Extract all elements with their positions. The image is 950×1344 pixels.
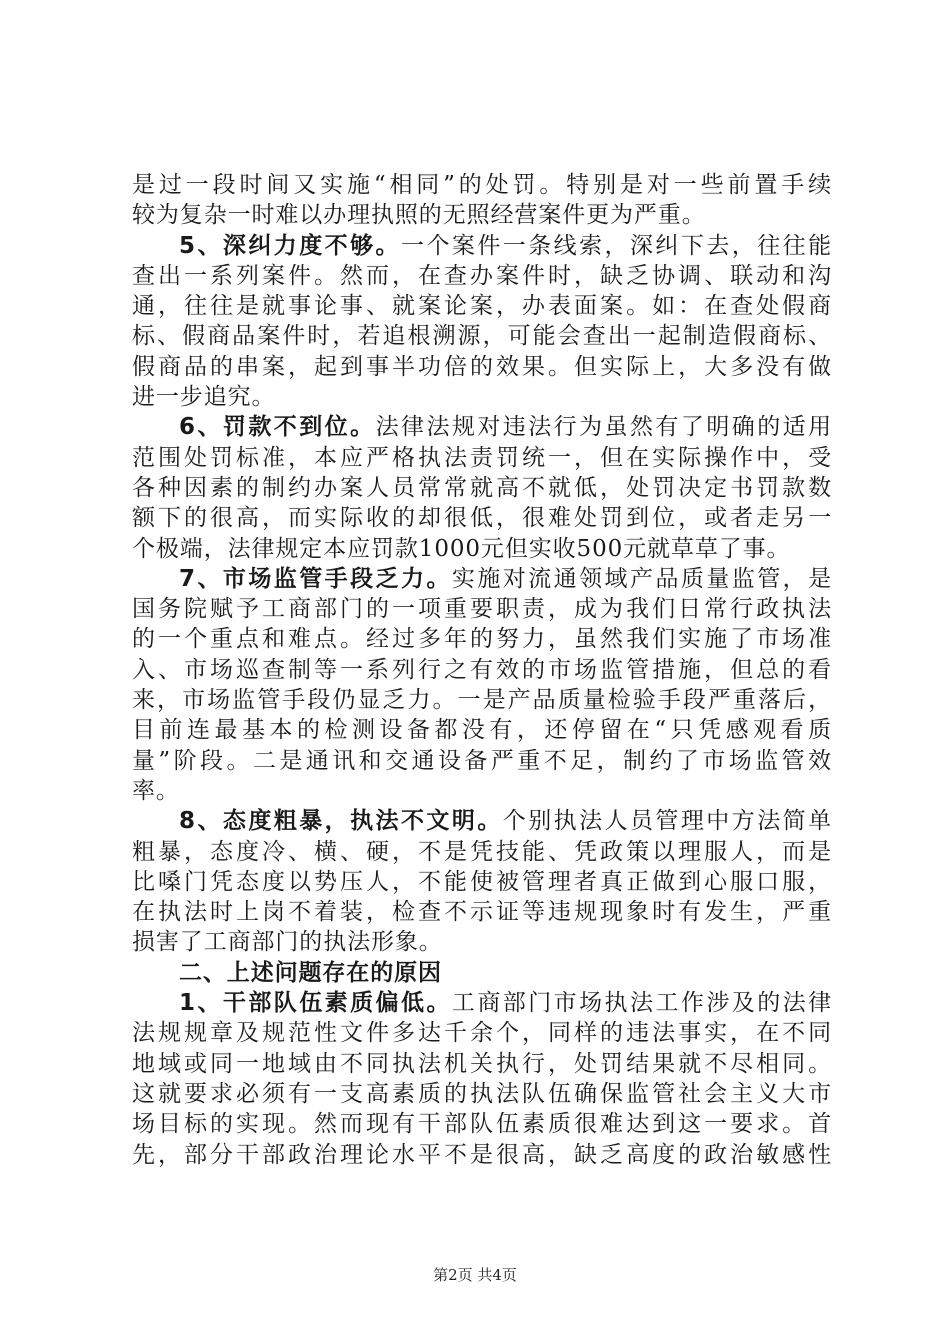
- text-line: 是过一段时间又实施“相同”的处罚。特别是对一些前置手续: [132, 172, 832, 198]
- text-line: 额下的很高，而实际收的却很低，很难处罚到位，或者走另一: [132, 505, 832, 532]
- text-line: 粗暴，态度冷、横、硬，不是凭技能、凭政策以理服人，而是: [132, 838, 832, 865]
- paragraph-first-line: [132, 806, 832, 836]
- text-line: 标、假商品案件时，若追根溯源，可能会查出一起制造假商标、: [132, 323, 832, 350]
- text-line: 个极端，法律规定本应罚款1000元但实收500元就草草了事。: [132, 535, 791, 562]
- text-line: 率。: [132, 777, 180, 804]
- section-heading: 8、态度粗暴，执法不文明。: [179, 808, 503, 835]
- body-text: [132, 170, 832, 1170]
- paragraph-first-line: [132, 564, 832, 594]
- text-line: 比嗓门凭态度以势压人，不能使被管理者真正做到心服口服，: [132, 868, 832, 895]
- paragraph-first-line: [132, 412, 832, 442]
- text-line: 入、市场巡查制等一系列行之有效的市场监管措施，但总的看: [132, 656, 832, 683]
- section-heading: 6、罚款不到位。: [179, 414, 376, 441]
- text-line: 先，部分干部政治理论水平不是很高，缺乏高度的政治敏感性: [132, 1141, 832, 1168]
- text-line: 通，往往是就事论事、就案论案，办表面案。如：在查处假商: [132, 293, 832, 320]
- paragraph-first-line: [132, 988, 832, 1018]
- text-line: 假商品的串案，起到事半功倍的效果。但实际上，大多没有做: [132, 353, 832, 380]
- text-fragment: 实施对流通领域产品质量监管，是: [451, 565, 833, 592]
- paragraph-first-line: [132, 958, 832, 988]
- text-line: 在执法时上岗不着装，检查不示证等违规现象时有发生，严重: [132, 899, 832, 926]
- text-fragment: 个别执法人员管理中方法简单: [502, 808, 832, 835]
- text-line: 量”阶段。二是通讯和交通设备严重不足，制约了市场监管效: [132, 747, 832, 774]
- text-line: 目前连最基本的检测设备都没有，还停留在“只凭感观看质: [132, 717, 832, 744]
- text-line: 国务院赋予工商部门的一项重要职责，成为我们日常行政执法: [132, 596, 832, 623]
- text-line: 的一个重点和难点。经过多年的努力，虽然我们实施了市场准: [132, 626, 832, 653]
- text-line: 来，市场监管手段仍显乏力。一是产品质量检验手段严重落后，: [132, 687, 832, 714]
- paragraph-first-line: [132, 231, 832, 261]
- section-heading: 5、深纠力度不够。: [179, 232, 401, 259]
- text-fragment: 工商部门市场执法工作涉及的法律: [451, 990, 833, 1017]
- section-heading: 7、市场监管手段乏力。: [179, 565, 452, 592]
- text-line: 范围处罚标准，本应严格执法责罚统一，但在实际操作中，受: [132, 444, 832, 471]
- text-line: 这就要求必须有一支高素质的执法队伍确保监管社会主义大市: [132, 1080, 832, 1107]
- text-line: 各种因素的制约办案人员常常就高不就低，处罚决定书罚款数: [132, 474, 832, 501]
- page-footer: 第2页 共4页: [433, 1266, 517, 1284]
- text-line: 进一步追究。: [132, 384, 276, 411]
- text-fragment: 一个案件一条线索，深纠下去，往往能: [401, 232, 832, 259]
- text-line: 场目标的实现。然而现有干部队伍素质很难达到这一要求。首: [132, 1111, 832, 1138]
- section-heading: 二、上述问题存在的原因: [179, 959, 442, 986]
- text-line: 法规规章及规范性文件多达千余个，同样的违法事实，在不同: [132, 1020, 832, 1047]
- text-line: 损害了工商部门的执法形象。: [132, 929, 443, 956]
- text-fragment: 法律法规对违法行为虽然有了明确的适用: [375, 414, 832, 441]
- text-line: 较为复杂一时难以办理执照的无照经营案件更为严重。: [132, 202, 706, 229]
- section-heading: 1、干部队伍素质偏低。: [179, 990, 452, 1017]
- text-line: 地域或同一地域由不同执法机关执行，处罚结果就不尽相同。: [132, 1050, 832, 1077]
- text-line: 查出一系列案件。然而，在查办案件时，缺乏协调、联动和沟: [132, 262, 832, 289]
